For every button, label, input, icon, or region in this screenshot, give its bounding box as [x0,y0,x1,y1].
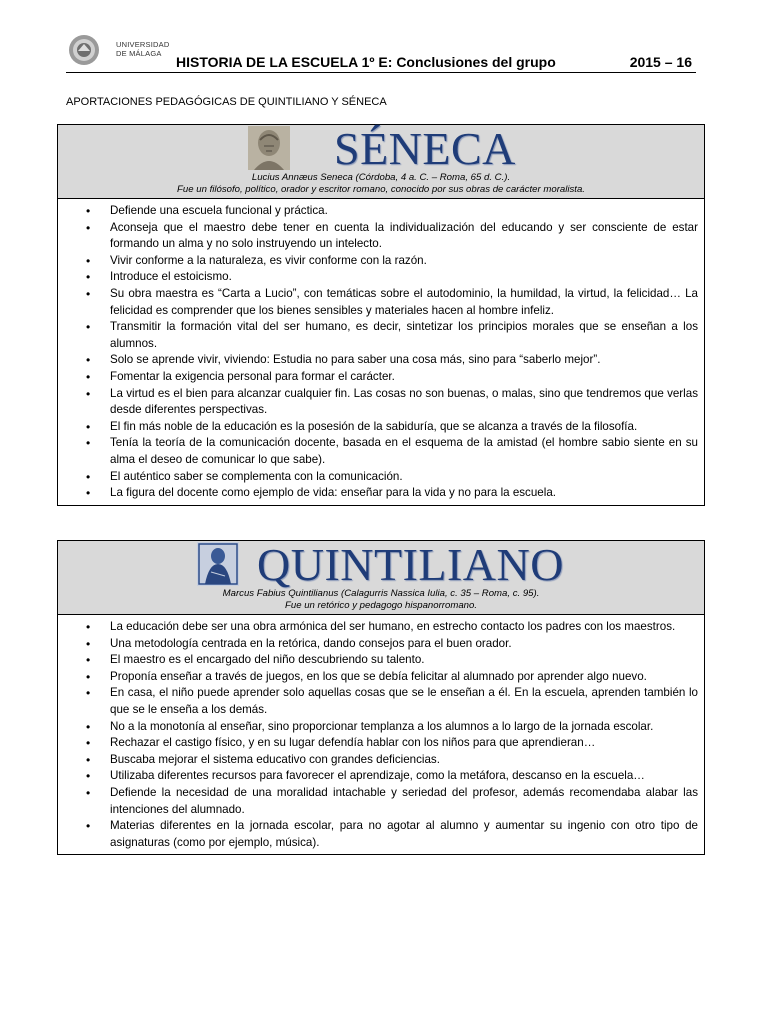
quintiliano-point: • Proponía enseñar a través de juegos, en los que se debía felicitar al alumnado por aprender algo nuevo. [110,669,698,686]
quintiliano-point: • Materias diferentes en la jornada escolar, para no agotar al alumno y aumentar su ingenio con otro tipo de asignaturas (como por ejemplo, música). [110,818,698,851]
quintiliano-point: • El maestro es el encargado del niño descubriendo su talento. [110,652,698,669]
quintiliano-point: • Una metodología centrada en la retórica, dando consejos para el buen orador. [110,636,698,653]
quintiliano-info-line1: Marcus Fabius Quintilianus (Calagurris Nassica Iulia, c. 35 – Roma, c. 95). [222,588,540,599]
seneca-point: • Defiende una escuela funcional y práctica. [110,203,698,220]
section-subtitle: APORTACIONES PEDAGÓGICAS DE QUINTILIANO Y SÉNECA [66,96,387,108]
bust-portrait-icon [248,126,290,170]
document-title: HISTORIA DE LA ESCUELA 1º E: Conclusiones del grupo [176,54,556,70]
seneca-point: • La virtud es el bien para alcanzar cualquier fin. Las cosas no son buenas, o malas, sino que tendremos que verlas desde diferentes perspectivas. [110,386,698,419]
seneca-info [58,171,704,198]
seneca-points-list [58,199,704,505]
seneca-info-line1: Lucius Annæus Seneca (Córdoba, 4 a. C. – Roma, 65 d. C.). [251,172,511,183]
academic-year: 2015 – 16 [629,54,692,70]
quintiliano-points-list [58,615,704,854]
seneca-point: • El auténtico saber se complementa con la comunicación. [110,469,698,486]
quintiliano-info-line2: Fue un retórico y pedagogo hispanorromano. [285,600,477,611]
page-header [66,28,696,73]
university-logo [66,32,186,68]
quintiliano-point: • Rechazar el castigo físico, y en su lugar defendía hablar con los niños para que aprendieran… [110,735,698,752]
quintiliano-box [57,540,705,855]
seneca-point: • Solo se aprende vivir, viviendo: Estudia no para saber una cosa más, sino para “saberlo mejor”. [110,352,698,369]
seneca-point: • El fin más noble de la educación es la posesión de la sabiduría, que se alcanza a través de la filosofía. [110,419,698,436]
quintiliano-info [58,587,704,614]
seneca-info-line2: Fue un filósofo, político, orador y escritor romano, conocido por sus obras de carácter moralista. [177,184,585,195]
seneca-point: • Introduce el estoicismo. [110,269,698,286]
seneca-point: • Aconseja que el maestro debe tener en cuenta la individualización del educando y ser consciente de estar formando un alma y no solo instruyendo un intelecto. [110,220,698,253]
quintiliano-point: • Utilizaba diferentes recursos para favorecer el aprendizaje, como la metáfora, descanso en la escuela… [110,768,698,785]
quintiliano-point: • Defiende la necesidad de una moralidad intachable y seriedad del profesor, además recomendaba alabar las intenciones del alumnado. [110,785,698,818]
seneca-box [57,124,705,506]
seneca-point: • Su obra maestra es “Carta a Lucio”, con temáticas sobre el autodominio, la humildad, la virtud, la felicidad… La felicidad es comprender que los bienes sensibles y materiales hacen al hombre infeliz. [110,286,698,319]
seneca-point: • Fomentar la exigencia personal para formar el carácter. [110,369,698,386]
seneca-point: • Tenía la teoría de la comunicación docente, basada en el esquema de la amistad (el hombre sabio siente en su alma el deseo de comunicar lo que sabe). [110,435,698,468]
seneca-point: • Vivir conforme a la naturaleza, es vivir conforme con la razón. [110,253,698,270]
quintiliano-point: • En casa, el niño puede aprender solo aquellas cosas que se le enseñan a él. En la escuela, aprenden también lo que se le enseña a los demás. [110,685,698,718]
engraved-portrait-icon [197,542,239,586]
quintiliano-banner [58,541,704,615]
seneca-title: SÉNECA [334,123,516,174]
quintiliano-point: • Buscaba mejorar el sistema educativo con grandes deficiencias. [110,752,698,769]
seneca-point: • Transmitir la formación vital del ser humano, es decir, sintetizar los principios morales que se enseñan a los alumnos. [110,319,698,352]
seneca-banner [58,125,704,199]
university-seal-icon [66,32,106,68]
quintiliano-point: • No a la monotonía al enseñar, sino proporcionar templanza a los alumnos a lo largo de la jornada escolar. [110,719,698,736]
quintiliano-point: • La educación debe ser una obra armónica del ser humano, en estrecho contacto los padres con los maestros. [110,619,698,636]
seneca-point: • La figura del docente como ejemplo de vida: enseñar para la vida y no para la escuela. [110,485,698,502]
logo-text: UNIVERSIDAD DE MÁLAGA [116,40,170,58]
quintiliano-title: QUINTILIANO [257,539,564,590]
